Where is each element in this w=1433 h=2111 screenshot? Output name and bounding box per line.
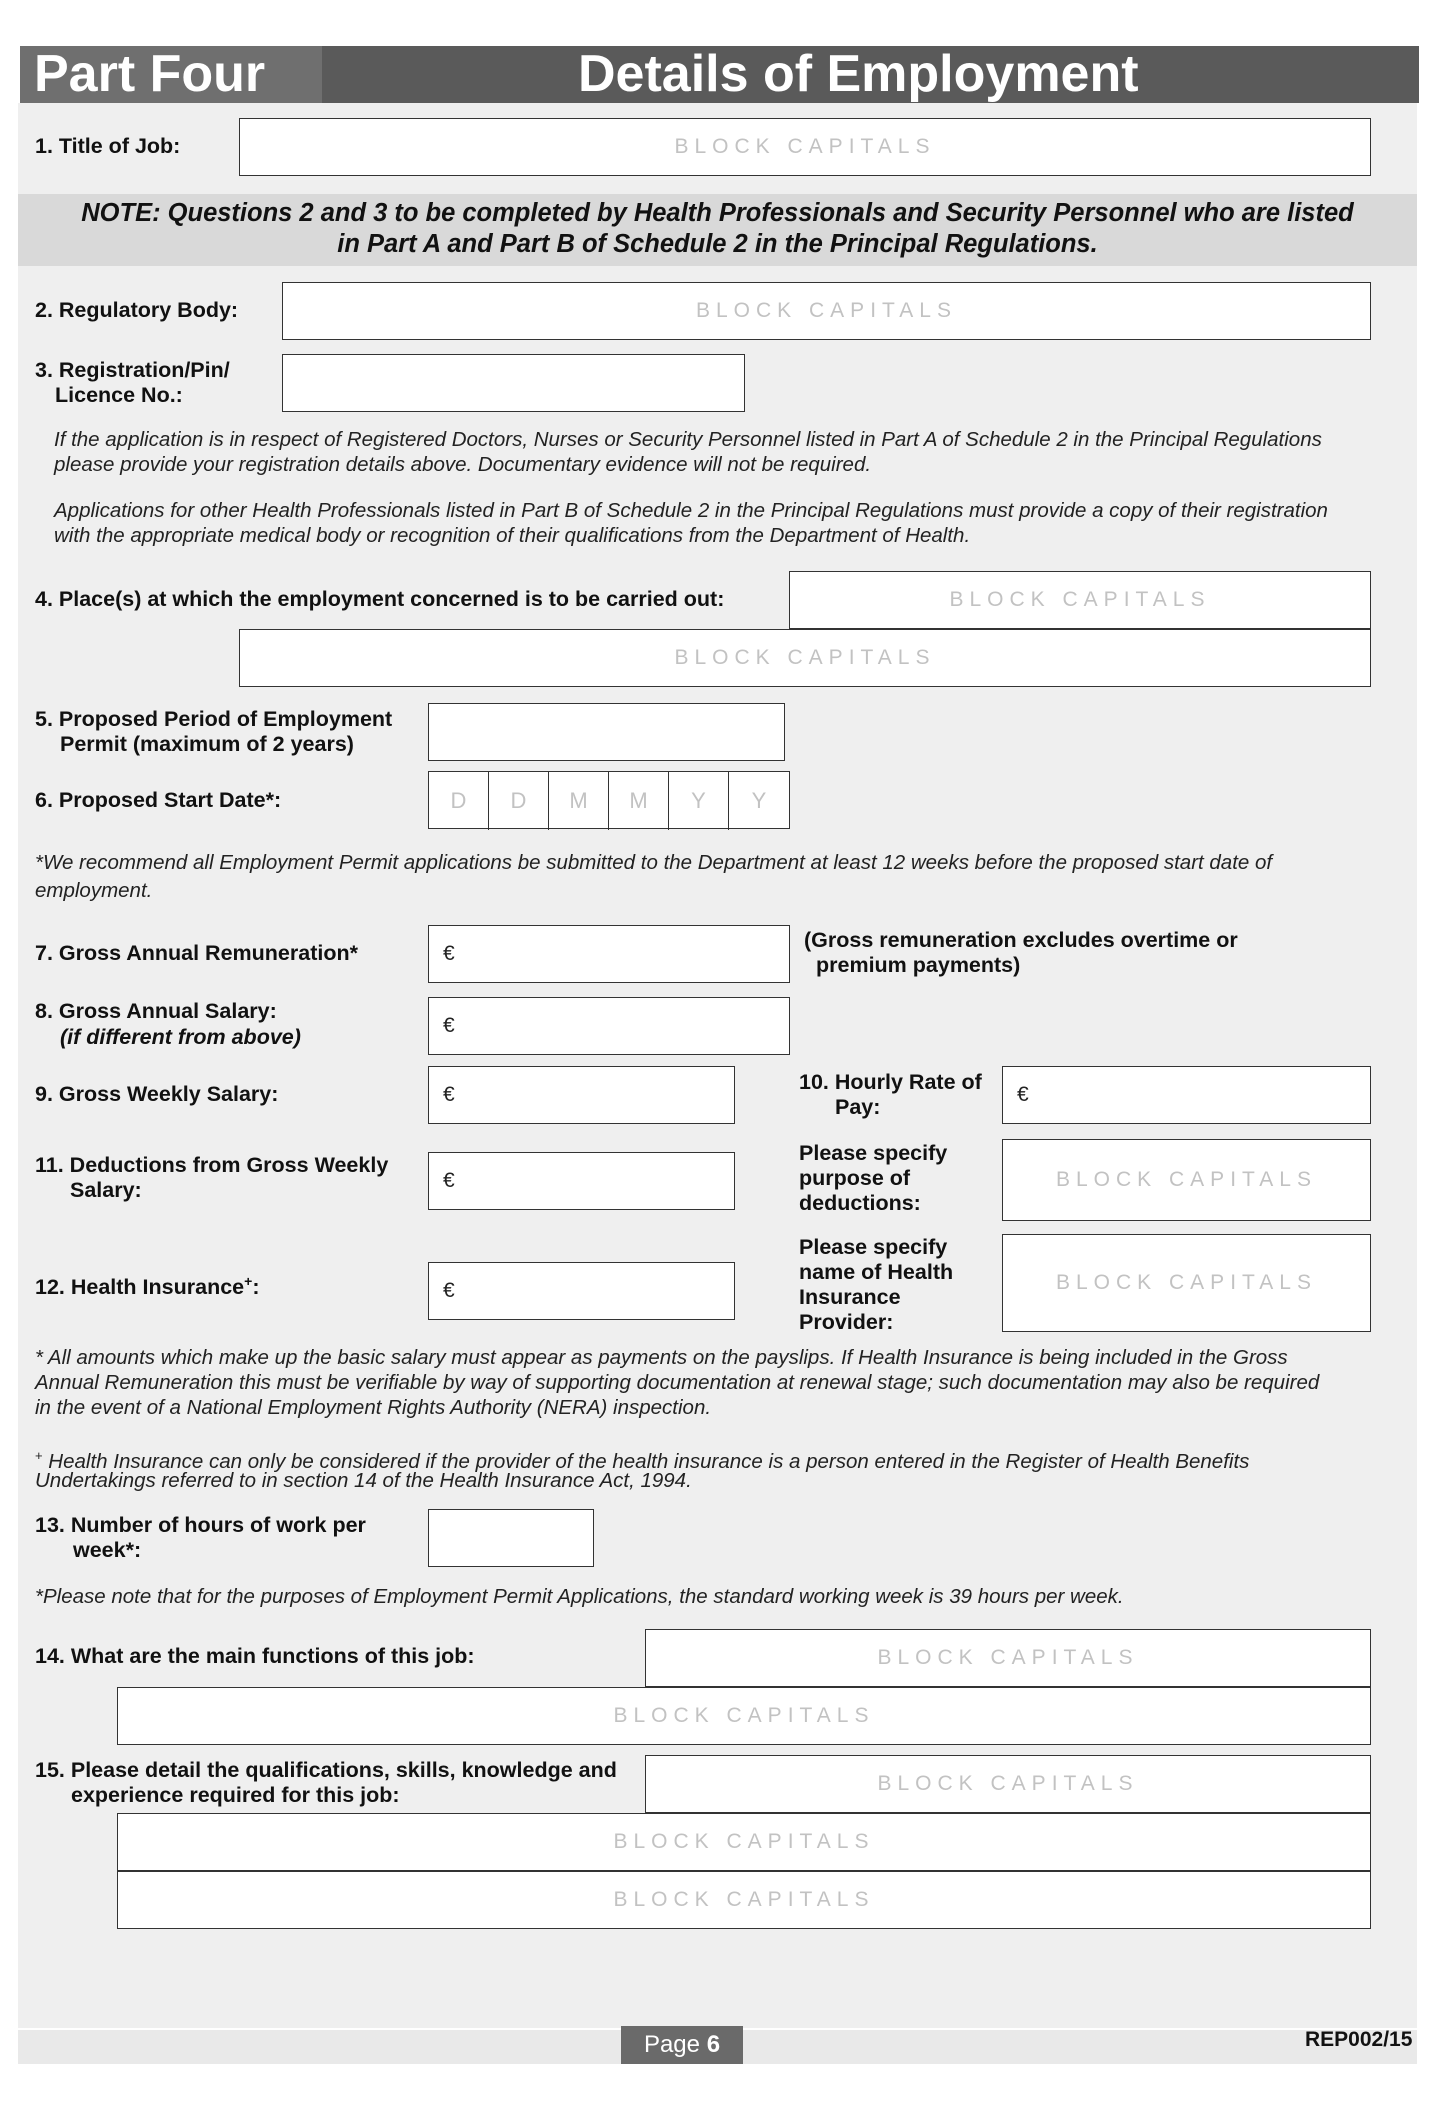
field-placeholder: BLOCK CAPITALS: [1055, 1168, 1317, 1191]
q11-label-line-2: Salary:: [70, 1178, 142, 1202]
q5-label-line-2: Permit (maximum of 2 years): [60, 732, 354, 756]
place-of-employment-field-2[interactable]: [239, 629, 1371, 687]
field-placeholder: BLOCK CAPITALS: [695, 299, 957, 322]
q15-label-line-1: 15. Please detail the qualifications, skills, knowledge and: [35, 1758, 617, 1782]
euro-symbol: €: [443, 1169, 455, 1192]
deductions-purpose-field[interactable]: [1002, 1139, 1371, 1221]
hours-note: *Please note that for the purposes of Employment Permit Applications, the standard working week is 39 hours per week.: [35, 1585, 1124, 1608]
q6-label: 6. Proposed Start Date*:: [35, 788, 282, 812]
start-date-note-line-2: employment.: [35, 879, 153, 902]
regulatory-body-field[interactable]: [282, 282, 1371, 340]
page-label: Page: [643, 2031, 701, 2058]
q3-label-line-1: 3. Registration/Pin/: [35, 358, 230, 382]
q12-label-text: 12. Health Insurance: [35, 1275, 245, 1300]
page-title: Details of Employment: [578, 45, 1139, 103]
euro-symbol: €: [1017, 1083, 1029, 1106]
insurance-note-text: Health Insurance can only be considered if the provider of the health insurance is a person entered in the Register of Health Benefits: [42, 1449, 1250, 1473]
q7-note-line-1: (Gross remuneration excludes overtime or: [804, 928, 1238, 952]
employment-period-field[interactable]: [428, 703, 785, 761]
provider-label-line-4: Provider:: [799, 1310, 894, 1334]
deductions-field[interactable]: [428, 1152, 735, 1210]
provider-label-line-1: Please specify: [799, 1235, 948, 1259]
date-cell-month-1[interactable]: M: [549, 772, 609, 830]
deductions-purpose-label-line-1: Please specify: [799, 1141, 948, 1165]
provider-label-line-3: Insurance: [799, 1285, 901, 1309]
q11-label-line-1: 11. Deductions from Gross Weekly: [35, 1153, 389, 1177]
q9-label: 9. Gross Weekly Salary:: [35, 1082, 279, 1106]
date-cell-year-2[interactable]: Y: [751, 788, 767, 813]
q1-label: 1. Title of Job:: [35, 134, 181, 158]
job-functions-field-1[interactable]: [645, 1629, 1371, 1687]
q13-label-line-2: week*:: [73, 1538, 142, 1562]
q2-label: 2. Regulatory Body:: [35, 298, 239, 322]
date-cell-day-2[interactable]: D: [489, 772, 549, 830]
gross-annual-salary-field[interactable]: [428, 997, 790, 1055]
job-functions-field-2[interactable]: [117, 1687, 1371, 1745]
insurance-note-line-2: Undertakings referred to in section 14 of the Health Insurance Act, 1994.: [35, 1469, 692, 1492]
note-line-2: in Part A and Part B of Schedule 2 in the Principal Regulations.: [337, 230, 1098, 258]
euro-symbol: €: [443, 1083, 455, 1106]
job-title-field[interactable]: [239, 118, 1371, 176]
euro-symbol: €: [443, 1279, 455, 1302]
hourly-rate-field[interactable]: [1002, 1066, 1371, 1124]
page-number-badge: [621, 2026, 743, 2064]
form-code: REP002/15: [1305, 2028, 1413, 2051]
date-cell-year-1[interactable]: Y: [669, 772, 729, 830]
field-placeholder: BLOCK CAPITALS: [613, 1704, 875, 1727]
other-professionals-note-line-1: Applications for other Health Professionals listed in Part B of Schedule 2 in the Principal Regulations must provide a copy of their registration: [54, 499, 1328, 522]
part-heading: Part Four: [34, 45, 266, 103]
q13-label-line-1: 13. Number of hours of work per: [35, 1513, 366, 1537]
qualifications-field-1[interactable]: [645, 1755, 1371, 1813]
q8-label-line-2: (if different from above): [60, 1025, 301, 1049]
health-insurance-field[interactable]: [428, 1262, 735, 1320]
q7-label: 7. Gross Annual Remuneration*: [35, 941, 358, 965]
q8-label-line-1: 8. Gross Annual Salary:: [35, 999, 277, 1023]
euro-symbol: €: [443, 1014, 455, 1037]
registration-note-line-2: please provide your registration details above. Documentary evidence will not be required.: [54, 453, 872, 476]
q15-label-line-2: experience required for this job:: [71, 1783, 400, 1807]
field-placeholder: BLOCK CAPITALS: [674, 135, 936, 158]
q7-note-line-2: premium payments): [816, 953, 1021, 977]
field-placeholder: BLOCK CAPITALS: [877, 1646, 1139, 1669]
field-placeholder: BLOCK CAPITALS: [674, 646, 936, 669]
q14-label: 14. What are the main functions of this job:: [35, 1644, 475, 1668]
q4-label: 4. Place(s) at which the employment concerned is to be carried out:: [35, 587, 725, 611]
field-placeholder: BLOCK CAPITALS: [613, 1888, 875, 1911]
insurance-note-superscript: +: [35, 1448, 43, 1463]
page-number: 6: [706, 2031, 721, 2058]
start-date-note-line-1: *We recommend all Employment Permit applications be submitted to the Department at least 12 weeks before the proposed start date of: [35, 851, 1273, 874]
gross-annual-remuneration-field[interactable]: [428, 925, 790, 983]
note-line-1: NOTE: Questions 2 and 3 to be completed by Health Professionals and Security Personnel who are listed: [81, 199, 1354, 227]
other-professionals-note-line-2: with the appropriate medical body or recognition of their qualifications from the Department of Health.: [54, 524, 971, 547]
field-placeholder: BLOCK CAPITALS: [949, 588, 1211, 611]
start-date-field[interactable]: [428, 771, 790, 829]
q12-label: [35, 1269, 259, 1300]
provider-label-line-2: name of Health: [799, 1260, 954, 1284]
q12-colon: :: [252, 1275, 260, 1300]
insurance-provider-field[interactable]: [1002, 1234, 1371, 1332]
hours-per-week-field[interactable]: [428, 1509, 594, 1567]
deductions-purpose-label-line-2: purpose of: [799, 1166, 911, 1190]
registration-number-field[interactable]: [282, 354, 745, 412]
registration-note-line-1: If the application is in respect of Registered Doctors, Nurses or Security Personnel listed in Part A of Schedule 2 in the Principal Regulations: [54, 428, 1322, 451]
gross-weekly-salary-field[interactable]: [428, 1066, 735, 1124]
qualifications-field-2[interactable]: [117, 1813, 1371, 1871]
field-placeholder: BLOCK CAPITALS: [1055, 1271, 1317, 1294]
amounts-note-line-3: in the event of a National Employment Rights Authority (NERA) inspection.: [35, 1396, 712, 1419]
amounts-note-line-2: Annual Remuneration this must be verifiable by way of supporting documentation at renewal stage; such documentation may also be required: [35, 1371, 1320, 1394]
euro-symbol: €: [443, 942, 455, 965]
deductions-purpose-label-line-3: deductions:: [799, 1191, 921, 1215]
q5-label-line-1: 5. Proposed Period of Employment: [35, 707, 393, 731]
q10-label-line-2: Pay:: [835, 1095, 881, 1119]
q3-label-line-2: Licence No.:: [55, 383, 183, 407]
date-cell-day-1[interactable]: D: [429, 772, 489, 830]
q10-label-line-1: 10. Hourly Rate of: [799, 1070, 982, 1094]
field-placeholder: BLOCK CAPITALS: [877, 1772, 1139, 1795]
qualifications-field-3[interactable]: [117, 1871, 1371, 1929]
field-placeholder: BLOCK CAPITALS: [613, 1830, 875, 1853]
q12-superscript: +: [244, 1273, 253, 1289]
place-of-employment-field-1[interactable]: [789, 571, 1371, 629]
amounts-note-line-1: * All amounts which make up the basic salary must appear as payments on the payslips. If Health Insurance is being included in the Gross: [35, 1346, 1288, 1369]
date-cell-month-2[interactable]: M: [609, 772, 669, 830]
